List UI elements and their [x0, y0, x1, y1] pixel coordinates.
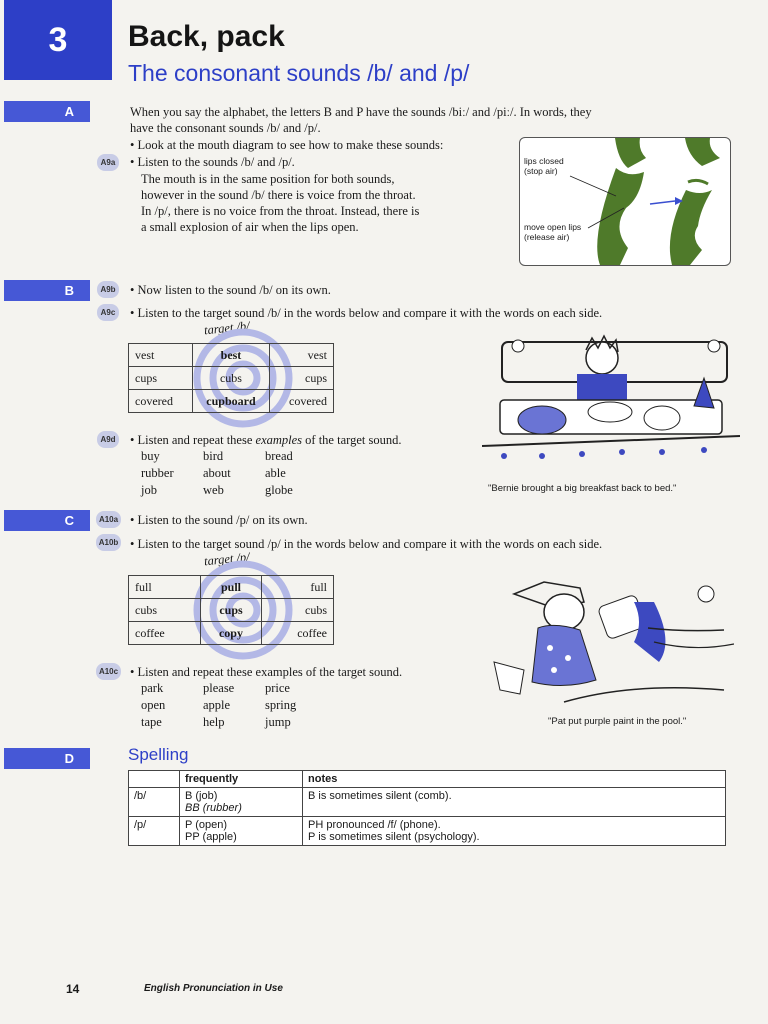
compare-word: vest: [270, 344, 334, 367]
spelling-title: Spelling: [128, 745, 189, 764]
target-p-word-table: [128, 575, 334, 645]
audio-track-badge[interactable]: A9d: [97, 431, 119, 448]
header-notes: notes: [303, 771, 726, 788]
list-item: [141, 483, 327, 500]
compare-b-bullet: • Listen to the target sound /b/ in the words below and compare it with the words on each side.: [130, 305, 602, 321]
table-row: [129, 622, 334, 645]
p-example-words: [141, 681, 327, 732]
example-word: bird: [203, 449, 224, 463]
b-example-words: [141, 449, 327, 500]
list-item: [141, 681, 327, 698]
example-word: able: [265, 466, 286, 480]
compare-word: coffee: [262, 622, 334, 645]
unit-number-box: [4, 0, 112, 80]
lips-closed-label: lips closed: [524, 156, 564, 166]
sound-cell: /p/: [129, 817, 180, 846]
example-word: tape: [141, 715, 162, 729]
frequently-cell: [180, 817, 303, 846]
table-row: [129, 367, 334, 390]
compare-word: cups: [270, 367, 334, 390]
intro-line-1: When you say the alphabet, the letters B and P have the sounds /biː/ and /piː/. In words, they: [130, 105, 592, 119]
example-word: buy: [141, 449, 160, 463]
mouth-diagram: [519, 137, 731, 266]
unit-number: 3: [48, 20, 68, 59]
book-title: English Pronunciation in Use: [144, 983, 283, 994]
example-word: open: [141, 698, 166, 712]
compare-word: full: [262, 576, 334, 599]
list-item: [141, 449, 327, 466]
listen-sounds-bullet: • Listen to the sounds /b/ and /p/.: [130, 154, 295, 170]
spelling-example: BB (rubber): [185, 802, 242, 814]
intro-line-2: have the consonant sounds /b/ and /p/.: [130, 121, 321, 135]
compare-word: full: [129, 576, 201, 599]
spelling-example: PP (apple): [185, 831, 237, 843]
release-air-label: (release air): [524, 232, 570, 242]
example-word: spring: [265, 698, 297, 712]
diagram-label-open-lips: [524, 222, 581, 242]
spelling-note: PH pronounced /f/ (phone).: [308, 819, 441, 831]
list-item: [141, 715, 327, 732]
example-word: job: [141, 483, 157, 497]
notes-cell: [303, 817, 726, 846]
list-item: [141, 466, 327, 483]
stop-air-label: (stop air): [524, 166, 558, 176]
explanation-line-2: however in the sound /b/ there is voice from the throat.: [141, 188, 416, 202]
explanation-line-4: a small explosion of air when the lips open.: [141, 220, 359, 234]
target-b-word-table: [128, 343, 334, 413]
section-tab-a: A: [4, 101, 90, 122]
example-word: jump: [265, 715, 291, 729]
sound-cell: /b/: [129, 788, 180, 817]
list-item: [141, 698, 327, 715]
example-word: bread: [265, 449, 293, 463]
explanation-line-1: The mouth is in the same position for both sounds,: [141, 172, 395, 186]
table-row: [129, 788, 726, 817]
compare-word: cubs: [262, 599, 334, 622]
section-tab-d: D: [4, 748, 90, 769]
target-word: cubs: [192, 367, 270, 390]
spelling-example: B (job): [185, 790, 218, 802]
compare-p-bullet: • Listen to the target sound /p/ in the words below and compare it with the words on each side.: [130, 536, 602, 552]
target-word: copy: [200, 622, 262, 645]
spelling-note: B is sometimes silent (comb).: [308, 790, 452, 802]
table-header-row: [129, 771, 726, 788]
mouth-diagram-bullet: • Look at the mouth diagram to see how to make these sounds:: [130, 137, 443, 153]
b-illustration-caption: "Bernie brought a big breakfast back to bed.": [488, 483, 677, 494]
unit-title: Back, pack: [128, 20, 285, 53]
spelling-note: P is sometimes silent (psychology).: [308, 831, 480, 843]
section-tab-b: B: [4, 280, 90, 301]
audio-track-badge[interactable]: A10a: [96, 511, 121, 528]
table-row: [129, 599, 334, 622]
page-number: 14: [66, 982, 80, 996]
repeat-b-bullet: • Listen and repeat these examples of the target sound.: [130, 433, 402, 447]
section-tab-c: C: [4, 510, 90, 531]
target-p-label: target /p/: [203, 549, 251, 569]
audio-track-badge[interactable]: A10c: [96, 663, 121, 680]
example-word: price: [265, 681, 290, 695]
table-row: [129, 576, 334, 599]
target-word: cupboard: [192, 390, 270, 413]
target-b-label: target /b/: [203, 318, 251, 338]
explanation-line-3: In /p/, there is no voice from the throat. Instead, there is: [141, 204, 420, 218]
audio-track-badge[interactable]: A10b: [96, 534, 121, 551]
example-word: please: [203, 681, 235, 695]
move-open-lips-label: move open lips: [524, 222, 582, 232]
header-sound: [129, 771, 180, 788]
example-word: help: [203, 715, 225, 729]
compare-word: covered: [270, 390, 334, 413]
listen-b-bullet: • Now listen to the sound /b/ on its own.: [130, 282, 331, 298]
compare-word: cups: [129, 367, 193, 390]
example-word: web: [203, 483, 224, 497]
purple-paint-illustration: [484, 572, 734, 712]
repeat-b-text: Listen and repeat these: [137, 433, 256, 447]
example-word: about: [203, 466, 231, 480]
compare-word: vest: [129, 344, 193, 367]
audio-track-badge[interactable]: A9a: [97, 154, 119, 171]
compare-word: coffee: [129, 622, 201, 645]
table-row: [129, 817, 726, 846]
example-word: rubber: [141, 466, 174, 480]
spelling-example: P (open): [185, 819, 227, 831]
table-row: [129, 344, 334, 367]
audio-track-badge[interactable]: A9b: [97, 281, 119, 298]
example-word: globe: [265, 483, 293, 497]
table-row: [129, 390, 334, 413]
frequently-cell: [180, 788, 303, 817]
repeat-b-emphasis: examples: [255, 433, 303, 447]
breakfast-in-bed-illustration: [482, 328, 740, 478]
target-word: best: [192, 344, 270, 367]
example-word: park: [141, 681, 164, 695]
compare-word: cubs: [129, 599, 201, 622]
header-frequently: frequently: [180, 771, 303, 788]
p-illustration-caption: "Pat put purple paint in the pool.": [548, 716, 687, 727]
repeat-p-bullet: • Listen and repeat these examples of the target sound.: [130, 664, 402, 680]
audio-track-badge[interactable]: A9c: [97, 304, 119, 321]
compare-word: covered: [129, 390, 193, 413]
listen-p-bullet: • Listen to the sound /p/ on its own.: [130, 512, 308, 528]
notes-cell: [303, 788, 726, 817]
repeat-b-text-end: of the target sound.: [302, 433, 402, 447]
unit-subtitle: The consonant sounds /b/ and /p/: [128, 60, 470, 86]
target-word: pull: [200, 576, 262, 599]
spelling-table: [128, 770, 726, 846]
example-word: apple: [203, 698, 231, 712]
diagram-label-lips-closed: [524, 156, 564, 176]
target-word: cups: [200, 599, 262, 622]
